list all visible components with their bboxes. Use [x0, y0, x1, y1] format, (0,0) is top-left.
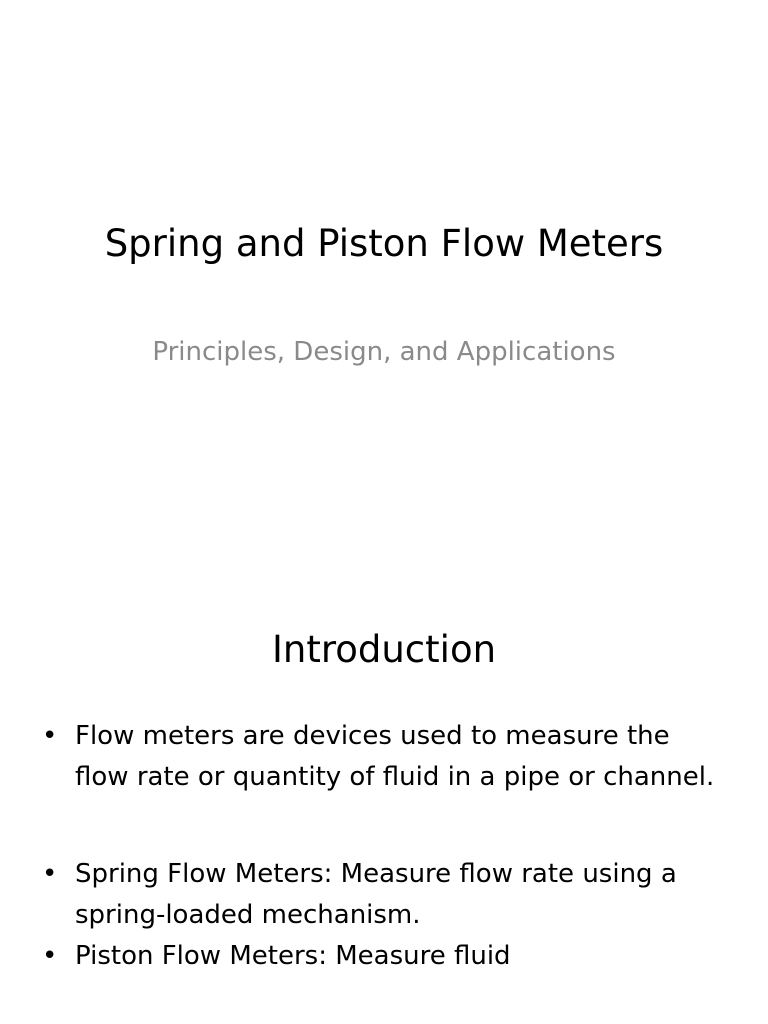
slide-subtitle: Principles, Design, and Applications	[152, 337, 616, 367]
slide-title: Spring and Piston Flow Meters	[104, 222, 664, 265]
bullet-icon: •	[42, 941, 58, 971]
section-heading: Introduction	[271, 628, 497, 671]
bullet-icon: •	[42, 859, 58, 889]
bullet-list	[38, 716, 728, 977]
bullet-text: Spring Flow Meters: Measure flow rate using a spring-loaded mechanism.	[75, 859, 677, 930]
bullet-item	[38, 936, 728, 977]
bullet-icon: •	[42, 721, 58, 751]
bullet-text: Flow meters are devices used to measure the flow rate or quantity of fluid in a pipe or channel.	[75, 721, 715, 792]
bullet-item	[38, 716, 728, 798]
bullet-text: Piston Flow Meters: Measure fluid	[75, 941, 511, 971]
bullet-item	[38, 854, 728, 936]
